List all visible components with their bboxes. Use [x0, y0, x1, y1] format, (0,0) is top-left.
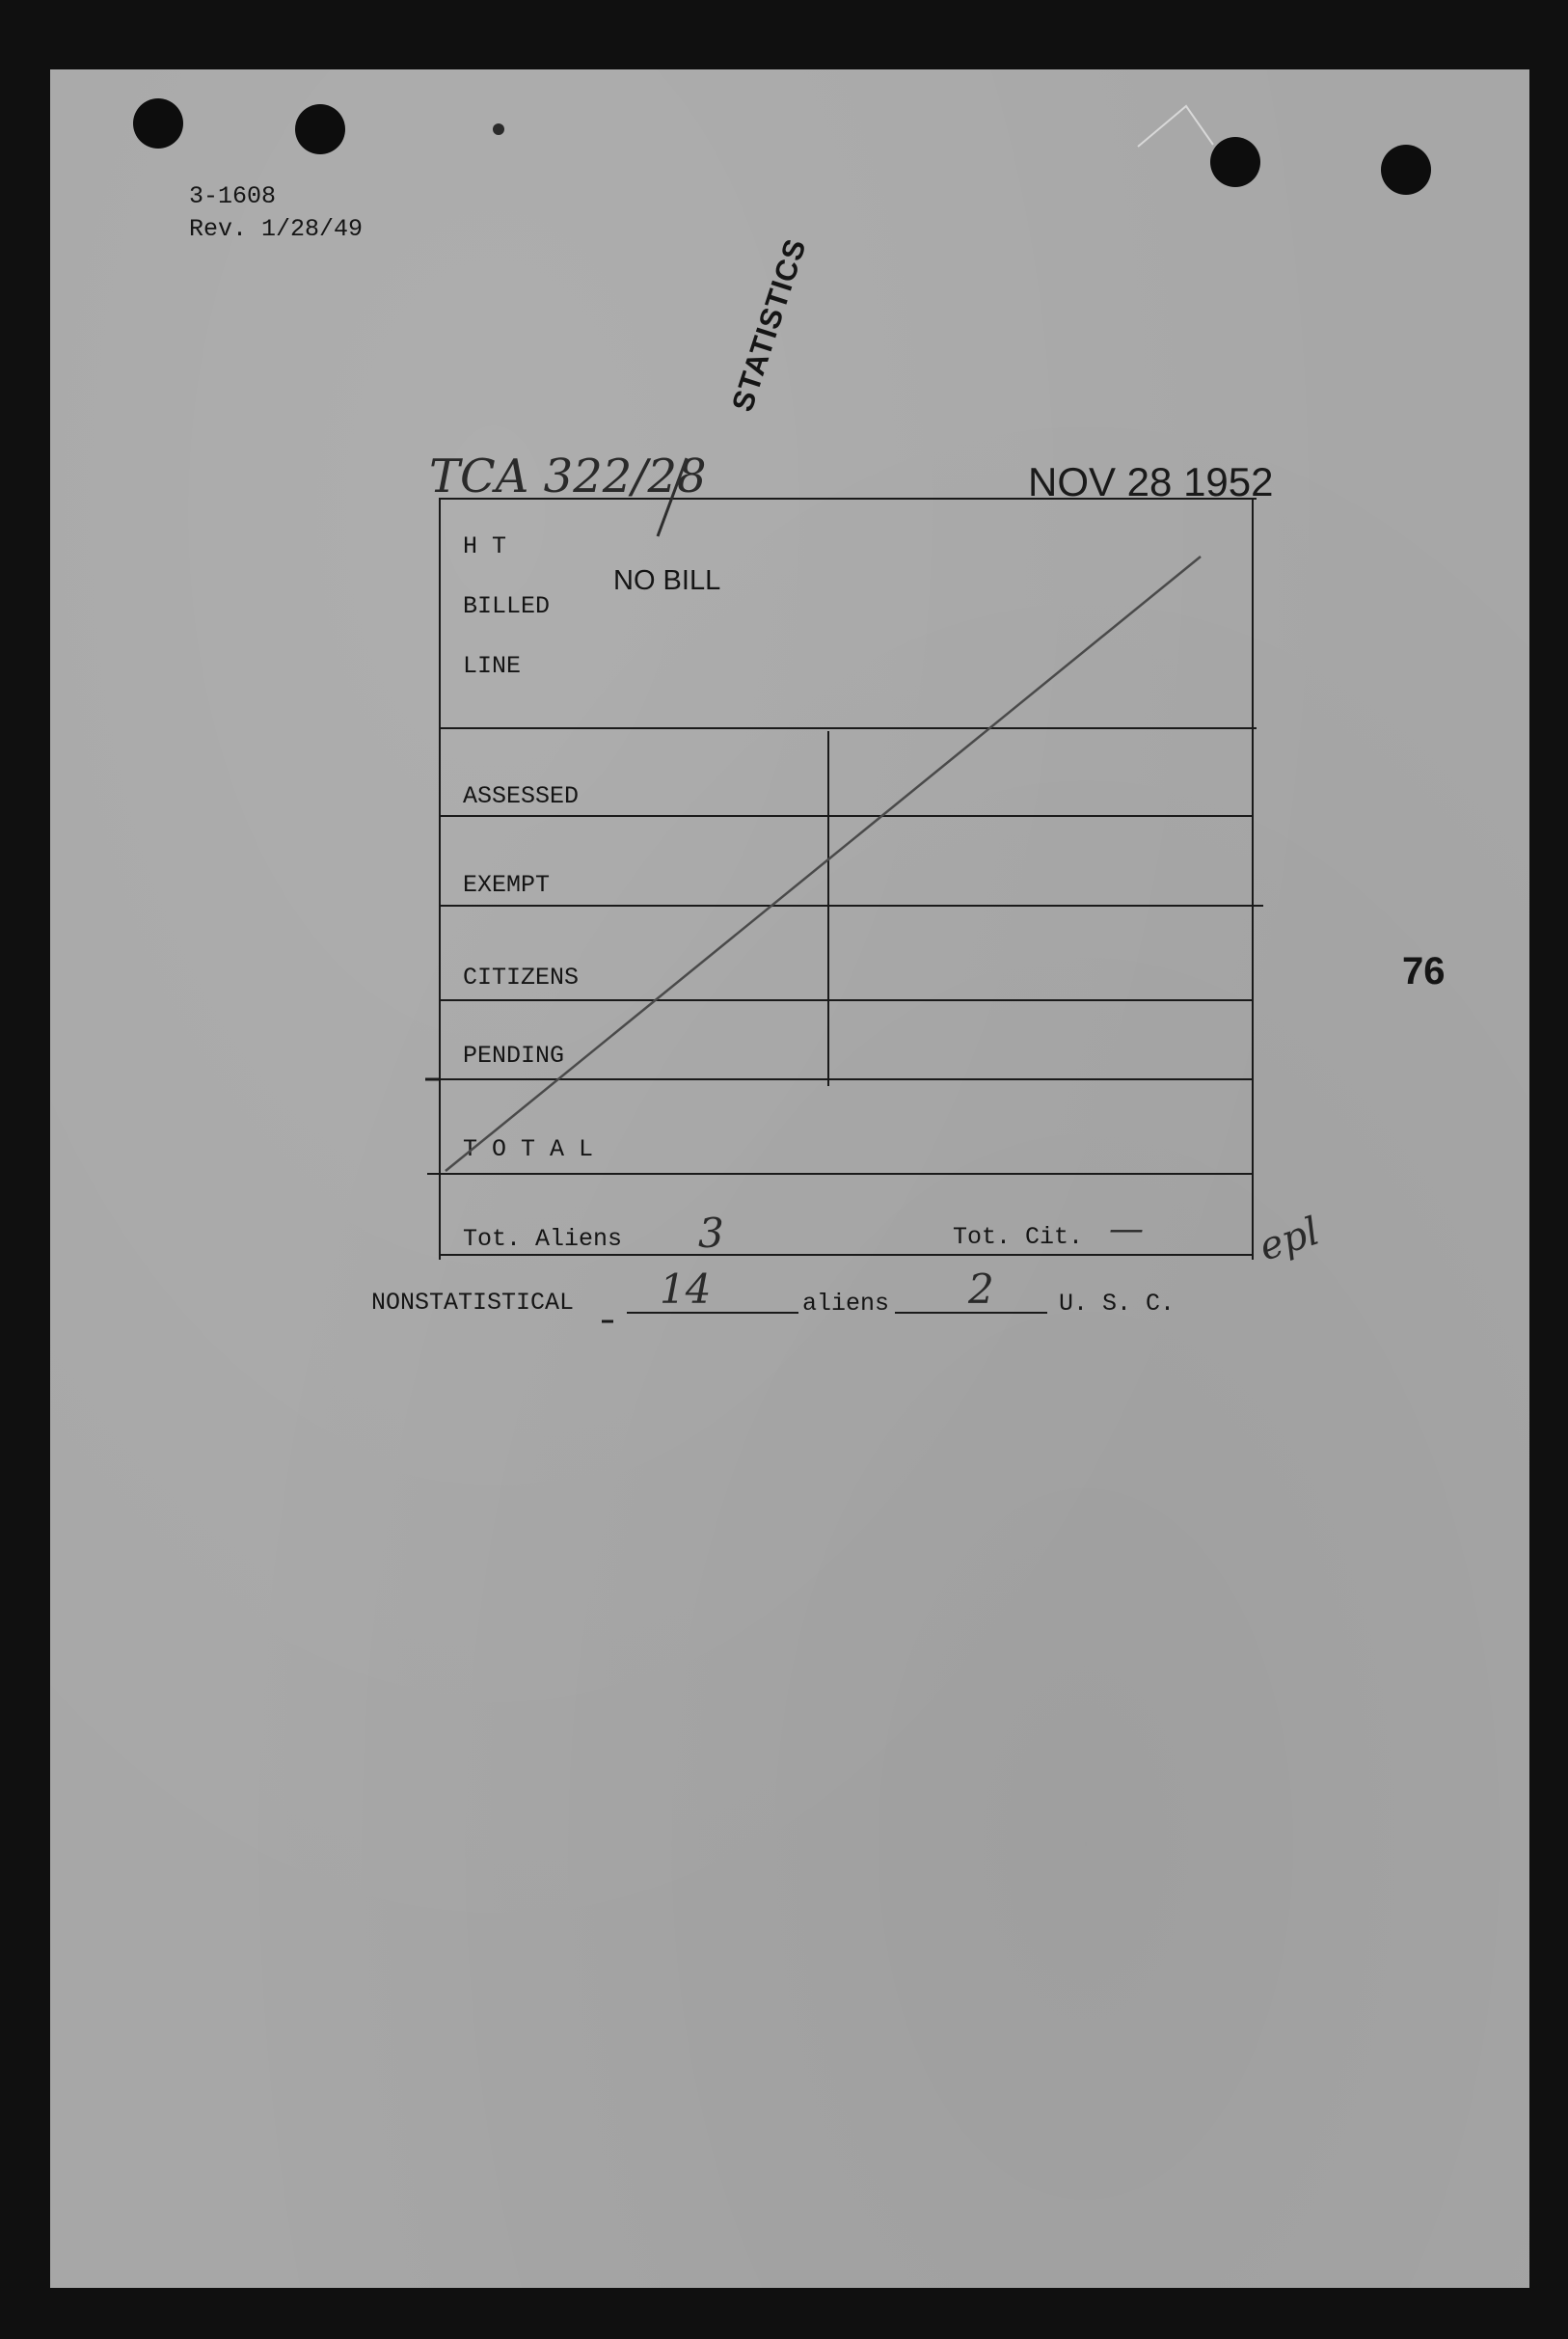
label-exempt: EXEMPT [463, 871, 551, 899]
label-tot-cit: Tot. Cit. [953, 1223, 1084, 1251]
tot-aliens-value: 3 [698, 1210, 724, 1257]
label-total: T O T A L [463, 1135, 594, 1163]
diagonal-cancel-line [446, 557, 1201, 1171]
handwritten-reference: TCA 322/28 [429, 449, 707, 503]
nonstat-usc-value: 2 [968, 1265, 994, 1313]
label-line: LINE [463, 652, 522, 680]
form-revision: Rev. 1/28/49 [189, 215, 364, 243]
label-aliens: aliens [802, 1290, 890, 1318]
date-stamp: NOV 28 1952 [1028, 459, 1274, 504]
paper-tear-mark [1138, 106, 1213, 147]
paper-speck [493, 123, 504, 135]
label-tot-aliens: Tot. Aliens [463, 1225, 623, 1253]
no-bill-stamp: NO BILL [613, 565, 721, 596]
label-pending: PENDING [463, 1042, 565, 1070]
label-ht: H T [463, 532, 507, 560]
label-citizens: CITIZENS [463, 964, 580, 992]
label-assessed: ASSESSED [463, 782, 580, 810]
statistics-stamp: STATISTICS [725, 233, 813, 416]
label-billed: BILLED [463, 592, 551, 620]
tot-cit-value: — [1109, 1210, 1144, 1249]
initials: epl [1254, 1209, 1325, 1270]
label-usc: U. S. C. [1059, 1290, 1176, 1318]
label-nonstatistical: NONSTATISTICAL [371, 1289, 575, 1317]
ref-slash-stroke [658, 458, 687, 536]
form-number: 3-1608 [189, 182, 277, 210]
page-number: 76 [1402, 950, 1446, 993]
nonstat-aliens-value: 14 [660, 1265, 712, 1313]
